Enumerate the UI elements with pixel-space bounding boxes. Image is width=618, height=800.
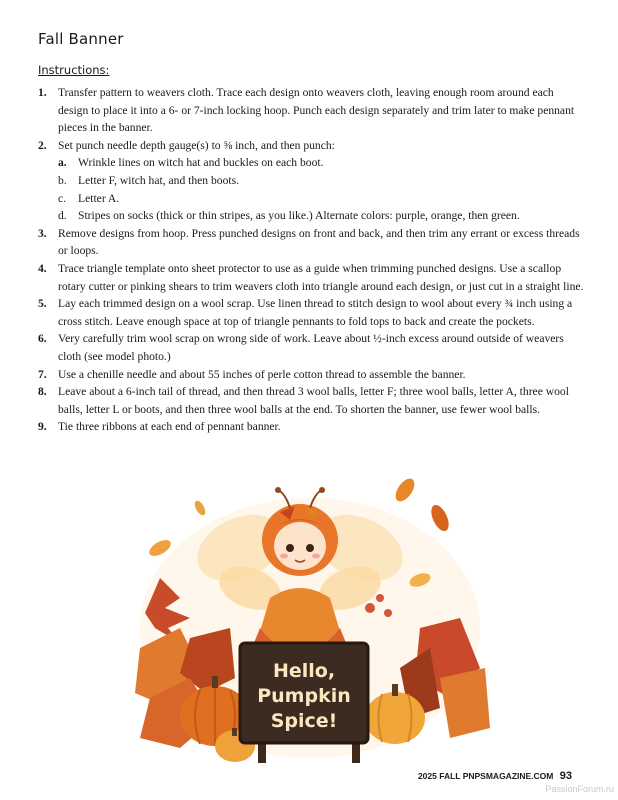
step-number: 7. [38, 367, 47, 381]
step-number: 4. [38, 261, 47, 275]
site-label: PNPSMAGAZINE.COM [462, 771, 554, 781]
fairy-illustration [120, 478, 500, 768]
substep-text: Letter A. [78, 191, 120, 205]
step-number: 9. [38, 420, 47, 434]
page-footer [418, 770, 572, 782]
instructions-heading: Instructions: [38, 63, 110, 77]
step-number: 6. [38, 332, 47, 346]
substep-item [58, 172, 586, 190]
step-item [38, 225, 586, 260]
instruction-list [38, 84, 586, 436]
page-number: 93 [559, 770, 572, 782]
step-number: 3. [38, 226, 47, 240]
step-text: Tie three ribbons at each end of pennant banner. [58, 420, 281, 434]
substep-letter: a. [58, 156, 67, 170]
substep-letter: c. [58, 191, 67, 205]
step-text: Use a chenille needle and about 55 inches of perle cotton thread to assemble the banner. [58, 367, 466, 381]
step-text: Transfer pattern to weavers cloth. Trace each design onto weavers cloth, leaving enough room around each design to place it into a 6- or 7-inch locking hoop. Punch each design separately and trim later to make pennant pieces in the banner. [58, 86, 575, 135]
step-item [38, 84, 586, 137]
step-item [38, 366, 586, 384]
step-number: 5. [38, 297, 47, 311]
step-text: Leave about a 6-inch tail of thread, and then thread 3 wool balls, letter F; three wool balls, letter A, three wool balls, letter L or boots, and then three wool balls at the end. To shorten the banner, use fewer wool balls. [58, 385, 569, 416]
page-title: Fall Banner [38, 30, 124, 48]
step-item [38, 418, 586, 436]
substep-letter: d. [58, 209, 67, 223]
step-text: Trace triangle template onto sheet protector to use as a guide when trimming punched designs. Use a scallop rotary cutter or pinking shears to trim weavers cloth into triangle around each design, or just cut in a straight line. [58, 261, 584, 293]
sign-line-2: Pumpkin [257, 685, 351, 707]
step-item [38, 295, 586, 330]
substep-letter: b. [58, 173, 67, 187]
step-text: Set punch needle depth gauge(s) to ⅝ inch, and then punch: [58, 138, 335, 152]
step-number: 1. [38, 86, 47, 99]
step-item [38, 383, 586, 418]
substep-list [58, 154, 586, 224]
substep-item [58, 154, 586, 172]
step-item [38, 330, 586, 365]
sign-line-3: Spice! [270, 710, 338, 732]
substep-text: Stripes on socks (thick or thin stripes, as you like.) Alternate colors: purple, orange, then green. [78, 209, 520, 223]
issue-label: 2025 FALL [417, 771, 461, 781]
step-text: Lay each trimmed design on a wool scrap. Use linen thread to stitch design to wool about every ¾ inch using a cross stitch. Leave enough space at top of triangle pennants to fold tops to back and create the pockets. [58, 297, 573, 328]
step-number: 2. [38, 138, 47, 152]
step-text: Remove designs from hoop. Press punched designs on front and back, and then trim any errant or excess threads or loops. [58, 226, 580, 258]
substep-item [58, 190, 586, 208]
step-item [38, 260, 586, 295]
sign-line-1: Hello, [272, 660, 336, 682]
step-number: 8. [38, 385, 47, 399]
substep-text: Letter F, witch hat, and then boots. [78, 173, 240, 187]
substep-text: Wrinkle lines on witch hat and buckles on each boot. [78, 156, 324, 170]
step-item [38, 137, 586, 225]
watermark: PassionForum.ru [545, 784, 614, 794]
substep-item [58, 207, 586, 225]
step-text: Very carefully trim wool scrap on wrong side of work. Leave about ½-inch excess around outside of weavers cloth (see model photo.) [58, 332, 564, 363]
